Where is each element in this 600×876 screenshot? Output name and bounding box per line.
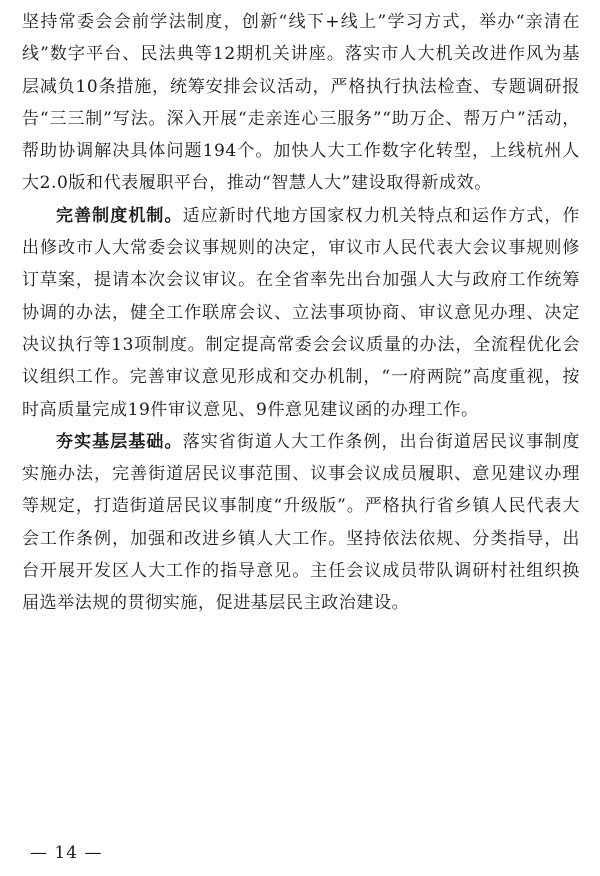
paragraph-study-and-style — [22, 6, 580, 200]
paragraph-lead-heading: 夯实基层基础。 — [56, 431, 183, 452]
page-number: — 14 — — [30, 843, 103, 863]
paragraph-text: 落实省街道人大工作条例，出台街道居民议事制度实施办法，完善街道居民议事范围、议事会议成员履职、意见建议办理等规定，打造街道居民议事制度“升级版”。严格执行省乡镇人民代表大会工作条例，加强和改进乡镇人大工作。坚持依法依规、分类指导，出台开展开发区人大工作的指导意见。主任会议成员带队调研村社组织换届选举法规的贯彻实施，促进基层民主政治建设。 — [22, 431, 581, 614]
paragraph-text: 坚持常委会会前学法制度，创新“线下+线上”学习方式，举办“亲清在线”数字平台、民法典等12期机关讲座。落实市人大机关改进作风为基层减负10条措施，统筹安排会议活动，严格执行执法检查、专题调研报告“三三制”写法。深入开展“走亲连心三服务”“助万企、帮万户”活动，帮助协调解决具体问题194个。加快人大工作数字化转型，上线杭州人大2.0版和代表履职平台，推动“智慧人大”建设取得新成效。 — [22, 12, 580, 194]
body-text — [22, 6, 580, 620]
paragraph-lead-heading: 完善制度机制。 — [56, 205, 183, 226]
paragraph-text: 适应新时代地方国家权力机关特点和运作方式，作出修改市人大常委会议事规则的决定，审议市人民代表大会议事规则修订草案，提请本次会议审议。在全省率先出台加强人大与政府工作统筹协调的办法，健全工作联席会议、立法事项协商、审议意见办理、决定决议执行等13项制度。制定提高常委会会议质量的办法，全流程优化会议组织工作。完善审议意见形成和交办机制，“一府两院”高度重视，按时高质量完成19件审议意见、9件意见建议函的办理工作。 — [22, 205, 581, 420]
paragraph-institutional-mechanism — [22, 200, 580, 426]
paragraph-grassroots-foundation — [22, 426, 580, 620]
